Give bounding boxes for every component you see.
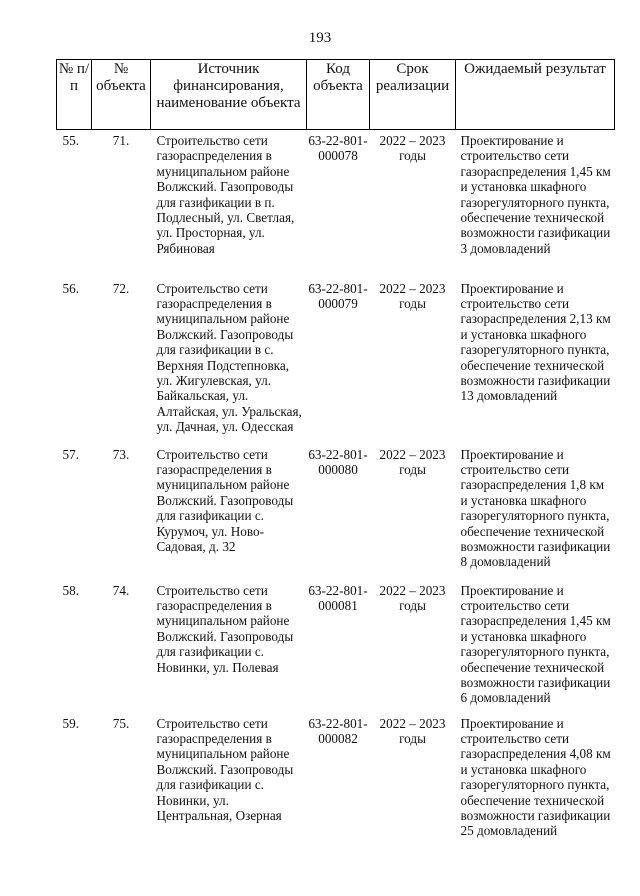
object-code: 63-22-801-000078: [308, 133, 368, 164]
object-source: Строительство сети газораспределения в муниципальном районе Волжский. Газопроводы для газификации с. Новинки, ул. Центральная, Озерная: [156, 715, 294, 823]
object-number: 74.: [112, 582, 130, 598]
object-source: Строительство сети газораспределения в муниципальном районе Волжский. Газопроводы для газификации с. Новинки, ул. Полевая: [156, 582, 294, 675]
object-code: 63-22-801-000081: [308, 582, 368, 613]
object-number: 71.: [112, 133, 130, 148]
object-number: 73.: [112, 446, 130, 462]
financing-table: [56, 59, 615, 873]
header-code: Код объекта: [307, 60, 370, 130]
object-result: Проектирование и строительство сети газораспределения 4,08 км и установка шкафного газорегуляторного пункта, обеспечение технической возможности газификации 25 домовладений: [460, 715, 611, 839]
table-row: [57, 580, 615, 713]
header-row-number: № п/п: [57, 60, 92, 130]
table-row: [57, 130, 615, 278]
table-row: [57, 278, 615, 444]
object-number: 75.: [112, 715, 130, 731]
object-result: Проектирование и строительство сети газораспределения 2,13 км и установка шкафного газорегуляторного пункта, обеспечение технической возможности газификации 13 домовладений: [460, 280, 611, 404]
row-number: 59.: [62, 715, 79, 731]
object-result: Проектирование и строительство сети газораспределения 1,8 км и установка шкафного газорегуляторного пункта, обеспечение технической возможности газификации 8 домовладений: [460, 446, 611, 570]
object-term: 2022 – 2023 годы: [379, 582, 446, 613]
table-row: [57, 713, 615, 873]
object-code: 63-22-801-000080: [308, 446, 368, 477]
object-term: 2022 – 2023 годы: [379, 280, 446, 311]
header-source: Источник финансирования, наименование объекта: [151, 60, 307, 130]
object-code: 63-22-801-000079: [308, 280, 368, 311]
object-term: 2022 – 2023 годы: [379, 446, 446, 477]
table-row: [57, 444, 615, 580]
object-result: Проектирование и строительство сети газораспределения 1,45 км и установка шкафного газорегуляторного пункта, обеспечение технической возможности газификации 6 домовладений: [460, 582, 611, 706]
object-source: Строительство сети газораспределения в муниципальном районе Волжский. Газопроводы для газификации с. Курумоч, ул. Ново-Садовая, д. 32: [156, 446, 294, 554]
table-header-row: [57, 60, 615, 130]
object-number: 72.: [112, 280, 130, 296]
row-number: 56.: [62, 280, 79, 296]
header-result: Ожидаемый результат: [456, 60, 615, 130]
object-result: Проектирование и строительство сети газораспределения 1,45 км и установка шкафного газорегуляторного пункта, обеспечение технической возможности газификации 3 домовладений: [460, 133, 611, 256]
header-term: Срок реализации: [370, 60, 456, 130]
row-number: 57.: [62, 446, 79, 462]
row-number: 55.: [62, 133, 79, 148]
row-number: 58.: [62, 582, 79, 598]
object-code: 63-22-801-000082: [308, 715, 368, 746]
object-source: Строительство сети газораспределения в муниципальном районе Волжский. Газопроводы для газификации в с. Верхняя Подстепновка, ул. Жигулевская, ул. Байкальская, ул. Алтайская, ул. Уральская, ул. Дачная, ул. Одесская: [156, 280, 302, 435]
object-source: Строительство сети газораспределения в муниципальном районе Волжский. Газопроводы для газификации в п. Подлесный, ул. Светлая, ул. Просторная, ул. Рябиновая: [156, 133, 295, 256]
object-term: 2022 – 2023 годы: [379, 715, 446, 746]
page-number: 193: [308, 30, 332, 46]
header-object-number: № объекта: [92, 60, 151, 130]
object-term: 2022 – 2023 годы: [379, 133, 446, 164]
